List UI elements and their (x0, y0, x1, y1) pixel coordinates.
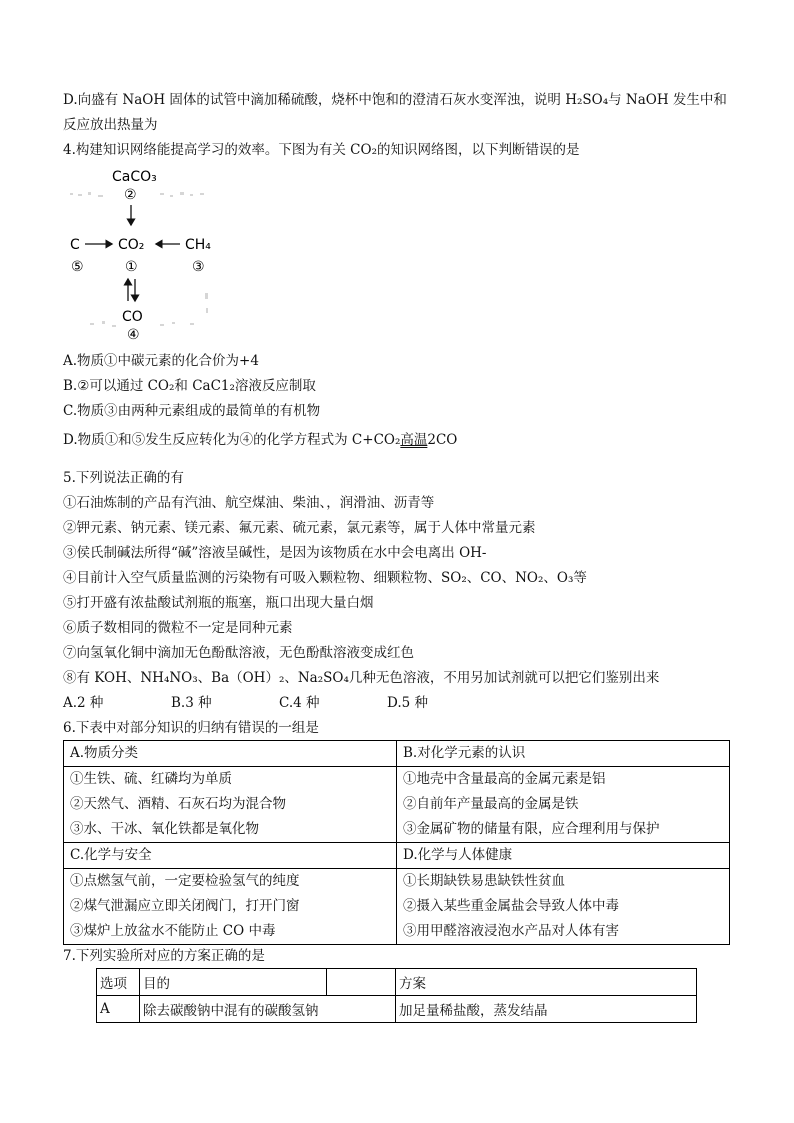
q6-cell-c-item-2: ②煤气泄漏应立即关闭阀门，打开门窗 (70, 898, 300, 914)
q4-option-a: A.物质①中碳元素的化合价为+4 (63, 353, 259, 369)
q5-choice-a: A.2 种 (63, 695, 104, 711)
q6-cell-d-header: D.化学与人体健康 (403, 847, 513, 863)
q6-cell-d-item-3: ③用甲醛溶液浸泡水产品对人体有害 (403, 923, 619, 939)
q6-cell-d-item-1: ①长期缺铁易患缺铁性贫血 (403, 873, 565, 889)
q4-option-d (63, 431, 457, 449)
q4-option-b: B.②可以通过 CO₂和 CaC1₂溶液反应制取 (63, 378, 316, 394)
q5-item-6: ⑥质子数相同的微粒不一定是同种元素 (63, 620, 293, 636)
q6-cell-c-item-1: ①点燃氢气前，一定要检验氢气的纯度 (70, 873, 300, 889)
q5-item-3: ③侯氏制碱法所得“碱”溶液呈碱性，是因为该物质在水中会电离出 OH- (63, 545, 487, 561)
q5-choices (63, 694, 428, 712)
q7-header-purpose: 目的 (140, 969, 327, 996)
node-caco3-number: ② (124, 187, 137, 203)
q6-cell-c-item-3: ③煤炉上放盆水不能防止 CO 中毒 (70, 923, 276, 939)
q4-stem: 4.构建知识网络能提高学习的效率。下图为有关 CO₂的知识网络图，以下判断错误的是 (63, 142, 580, 158)
co2-knowledge-network-diagram (70, 163, 230, 343)
node-caco3: CaCO₃ (112, 169, 157, 185)
reaction-condition-high-temperature: 高温 (400, 432, 428, 448)
q7-row-a-option: A (97, 996, 140, 1023)
q7-experiment-table (96, 968, 697, 1023)
q6-stem: 6.下表中对部分知识的归纳有错误的一组是 (63, 720, 319, 736)
q5-item-4: ④目前计入空气质量监测的污染物有可吸入颗粒物、细颗粒物、SO₂、CO、NO₂、O₃等 (63, 570, 587, 586)
q5-choice-c: C.4 种 (279, 695, 320, 711)
q5-item-1: ①石油炼制的产品有汽油、航空煤油、柴油、，润滑油、沥青等 (63, 495, 435, 511)
q3-option-d-line2: 反应放出热量为 (63, 117, 158, 133)
table-row (97, 996, 697, 1023)
node-ch4-number: ③ (192, 259, 205, 275)
q7-row-a-purpose: 除去碳酸钠中混有的碳酸氢钠 (140, 996, 396, 1023)
node-ch4: CH₄ (185, 237, 211, 253)
q6-cell-c-header: C.化学与安全 (70, 847, 152, 863)
q6-cell-a-header: A.物质分类 (70, 745, 139, 761)
q6-cell-b-body (397, 767, 730, 843)
node-c: C (70, 237, 80, 253)
q6-cell-b (397, 741, 730, 767)
q7-header-plan: 方案 (396, 969, 697, 996)
q6-cell-a-item-1: ①生铁、硫、红磷均为单质 (70, 771, 232, 787)
q5-stem: 5.下列说法正确的有 (63, 470, 184, 486)
q4-option-d-suffix: 2CO (427, 432, 458, 448)
q5-item-5: ⑤打开盛有浓盐酸试剂瓶的瓶塞，瓶口出现大量白烟 (63, 595, 374, 611)
q5-choice-b: B.3 种 (171, 695, 212, 711)
node-co2-number: ① (125, 259, 138, 275)
q6-cell-b-item-2: ②自前年产量最高的金属是铁 (403, 796, 579, 812)
q5-item-2: ②钾元素、钠元素、镁元素、氟元素、硫元素，氯元素等，属于人体中常量元素 (63, 520, 536, 536)
q6-cell-b-header: B.对化学元素的认识 (403, 745, 526, 761)
q7-row-a-plan: 加足量稀盐酸，蒸发结晶 (396, 996, 697, 1023)
q6-cell-a (64, 741, 397, 767)
q7-header-blank (327, 969, 396, 996)
node-co: CO (122, 309, 143, 325)
q6-cell-d-body (397, 869, 730, 945)
q7-stem: 7.下列实验所对应的方案正确的是 (63, 948, 265, 964)
q6-cell-a-item-3: ③水、干冰、氧化铁都是氧化物 (70, 821, 259, 837)
q6-cell-d-item-2: ②摄入某些重金属盐会导致人体中毒 (403, 898, 619, 914)
q6-cell-d (397, 843, 730, 869)
q7-header-option: 选项 (97, 969, 140, 996)
q7-header-row (97, 969, 697, 996)
q6-knowledge-table (63, 740, 730, 945)
q4-option-c: C.物质③由两种元素组成的最简单的有机物 (63, 403, 321, 419)
q6-cell-c-body (64, 869, 397, 945)
node-co-number: ④ (127, 327, 140, 343)
q6-cell-b-item-1: ①地壳中含量最高的金属元素是铝 (403, 771, 606, 787)
q5-item-8: ⑧有 KOH、NH₄NO₃、Ba（OH）₂、Na₂SO₄几种无色溶液，不用另加试剂就可以把它们鉴别出来 (63, 670, 660, 686)
q6-cell-a-body (64, 767, 397, 843)
q6-cell-a-item-2: ②天然气、酒精、石灰石均为混合物 (70, 796, 286, 812)
q4-option-d-prefix: D.物质①和⑤发生反应转化为④的化学方程式为 C+CO₂ (63, 432, 401, 448)
q5-item-7: ⑦向氢氧化铜中滴加无色酚酞溶液，无色酚酞溶液变成红色 (63, 645, 414, 661)
q6-cell-b-item-3: ③金属矿物的储量有限，应合理利用与保护 (403, 821, 660, 837)
node-co2: CO₂ (118, 237, 145, 253)
q3-option-d-line1: D.向盛有 NaOH 固体的试管中滴加稀硫酸，烧杯中饱和的澄清石灰水变浑浊，说明 H₂SO₄与 NaOH 发生中和 (63, 92, 727, 108)
q5-choice-d: D.5 种 (387, 695, 429, 711)
q6-cell-c (64, 843, 397, 869)
node-c-number: ⑤ (71, 259, 84, 275)
